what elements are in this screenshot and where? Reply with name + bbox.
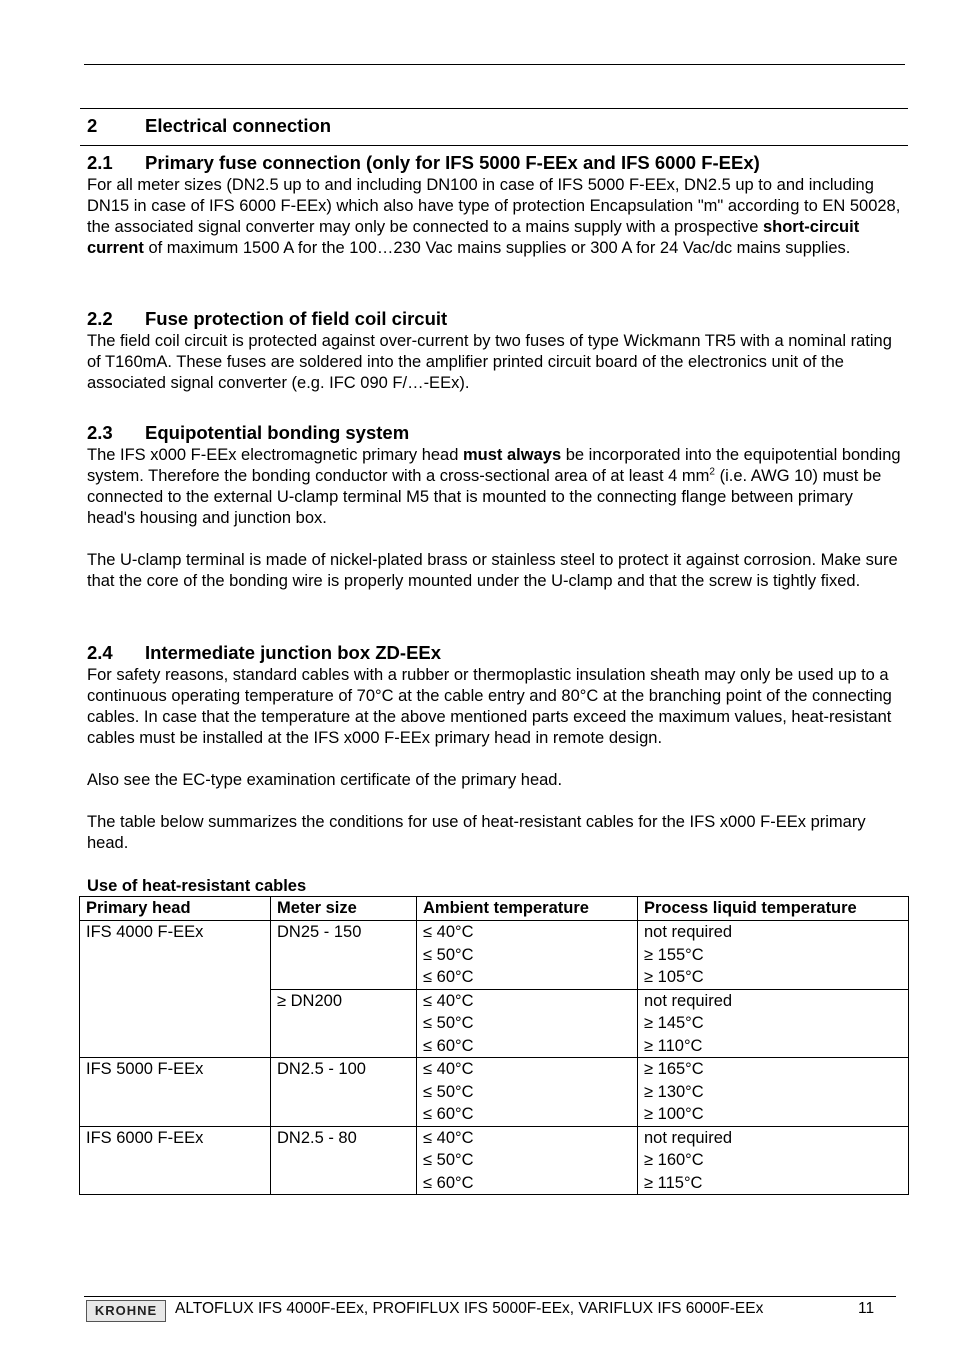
paragraph-2-2: The field coil circuit is protected against over-current by two fuses of type Wickmann TR5 with a nominal rating of T160mA. These fuses are soldered into the amplifier printed circuit board of the electronics unit of the associated signal converter (e.g. IFC 090 F/…-EEx).	[87, 332, 892, 392]
value: not required	[644, 991, 733, 1010]
value: not required	[644, 1128, 733, 1147]
value: ≤ 40°C	[423, 1128, 474, 1147]
value: ≥ 105°C	[644, 968, 704, 986]
bold-text: must always	[463, 446, 562, 464]
process-temp-cell	[638, 1058, 909, 1127]
value: ≥ 115°C	[644, 1173, 703, 1192]
table-caption: Use of heat-resistant cables	[87, 877, 307, 895]
footer-text: ALTOFLUX IFS 4000F-EEx, PROFIFLUX IFS 5000F-EEx, VARIFLUX IFS 6000F-EEx	[175, 1300, 764, 1317]
primary-head-cell: IFS 4000 F-EEx	[80, 921, 271, 1058]
page-number: 11	[858, 1300, 875, 1317]
process-temp-cell	[638, 1126, 909, 1195]
process-temp-cell	[638, 921, 909, 990]
column-header: Primary head	[80, 897, 271, 921]
subsection-title: Equipotential bonding system	[145, 422, 410, 443]
krohne-logo: KROHNE	[86, 1300, 166, 1322]
meter-size-cell: DN2.5 - 80	[271, 1126, 417, 1195]
value: ≤ 50°C	[423, 1082, 474, 1101]
value: ≤ 60°C	[423, 1036, 474, 1055]
value: ≤ 50°C	[423, 945, 474, 964]
heat-resistant-cables-table	[79, 896, 909, 1195]
subsection-title: Intermediate junction box ZD-EEx	[145, 642, 442, 663]
subsection-heading-2-2	[87, 308, 447, 330]
ambient-temp-cell	[417, 989, 638, 1058]
value: ≥ 155°C	[644, 945, 704, 964]
table-header-row	[80, 897, 909, 921]
section-title: Electrical connection	[145, 115, 332, 136]
subsection-number: 2.3	[87, 422, 113, 443]
section-rule-top	[80, 108, 908, 109]
value: ≤ 60°C	[423, 968, 474, 986]
meter-size-cell: DN25 - 150	[271, 921, 417, 990]
column-header: Ambient temperature	[417, 897, 638, 921]
value: ≤ 50°C	[423, 1014, 474, 1032]
paragraph-2-4-a: For safety reasons, standard cables with a rubber or thermoplastic insulation sheath may only be used up to a continuous operating temperature of 70°C at the cable entry and 80°C at the branching point of the connecting cables. In case that the temperature at the above mentioned parts exceed the maximum values, heat-resistant cables must be installed at the IFS x000 F-EEx primary head in remote design.	[87, 666, 892, 747]
value: ≤ 40°C	[423, 1060, 474, 1078]
text: of maximum 1500 A for the 100…230 Vac mains supplies or 300 A for 24 Vac/dc mains supplies.	[143, 239, 851, 257]
ambient-temp-cell	[417, 1126, 638, 1195]
value: ≥ 130°C	[644, 1082, 704, 1101]
paragraph-2-3-a	[87, 445, 902, 529]
value: ≥ 145°C	[644, 1014, 704, 1032]
bold-text: short-circuit current	[87, 218, 860, 257]
table-row	[80, 1058, 909, 1127]
section-heading	[87, 115, 331, 137]
meter-size-cell: ≥ DN200	[271, 989, 417, 1058]
paragraph-2-4-c: The table below summarizes the conditions for use of heat-resistant cables for the IFS x000 F-EEx primary head.	[87, 813, 866, 852]
value: ≥ 100°C	[644, 1105, 704, 1123]
paragraph-2-3-b: The U-clamp terminal is made of nickel-plated brass or stainless steel to protect it against corrosion. Make sure that the core of the bonding wire is properly mounted under the U-clamp and that the screw is tightly fixed.	[87, 551, 898, 590]
value: ≤ 40°C	[423, 991, 474, 1010]
primary-head-cell: IFS 5000 F-EEx	[80, 1058, 271, 1127]
subsection-heading-2-1	[87, 152, 760, 174]
value: ≤ 40°C	[423, 923, 474, 941]
primary-head-cell: IFS 6000 F-EEx	[80, 1126, 271, 1195]
subsection-title: Primary fuse connection (only for IFS 5000 F-EEx and IFS 6000 F-EEx)	[145, 152, 760, 173]
value: not required	[644, 923, 733, 941]
section-number: 2	[87, 115, 98, 136]
subsection-number: 2.1	[87, 152, 113, 173]
value: ≥ 165°C	[644, 1060, 704, 1078]
column-header: Meter size	[271, 897, 417, 921]
table-row	[80, 921, 909, 990]
process-temp-cell	[638, 989, 909, 1058]
header-rule	[84, 64, 905, 65]
subsection-heading-2-3	[87, 422, 409, 444]
paragraph-2-4-b: Also see the EC-type examination certificate of the primary head.	[87, 771, 563, 789]
paragraph-2-1	[87, 175, 902, 259]
text: be incorporated into the equipotential bonding system. Therefore the bonding conductor with a cross-sectional area of at least 4 mm	[87, 446, 901, 485]
value: ≥ 110°C	[644, 1036, 703, 1055]
ambient-temp-cell	[417, 921, 638, 990]
value: ≤ 60°C	[423, 1173, 474, 1192]
text: For all meter sizes (DN2.5 up to and including DN100 in case of IFS 5000 F-EEx, DN2.5 up to and including DN15 in case of IFS 6000 F-EEx) which also have type of protection Encapsulation "m" according to EN 50028, the associated signal converter may only be connected to a mains supply with a prospective	[87, 176, 901, 236]
value: ≤ 60°C	[423, 1105, 474, 1123]
value: ≤ 50°C	[423, 1151, 474, 1169]
subsection-number: 2.2	[87, 308, 113, 329]
subsection-title: Fuse protection of field coil circuit	[145, 308, 448, 329]
meter-size-cell: DN2.5 - 100	[271, 1058, 417, 1127]
text: The IFS x000 F-EEx electromagnetic primary head	[87, 446, 463, 464]
subsection-heading-2-4	[87, 642, 441, 664]
section-rule-bottom	[80, 145, 908, 146]
column-header: Process liquid temperature	[638, 897, 909, 921]
value: ≥ 160°C	[644, 1151, 704, 1169]
subsection-number: 2.4	[87, 642, 113, 663]
superscript: 2	[709, 466, 715, 478]
table-row	[80, 1126, 909, 1195]
ambient-temp-cell	[417, 1058, 638, 1127]
footer-rule	[84, 1296, 896, 1297]
text: (i.e. AWG 10) must be connected to the external U-clamp terminal M5 that is mounted to the connecting flange between primary head's housing and junction box.	[87, 467, 882, 527]
